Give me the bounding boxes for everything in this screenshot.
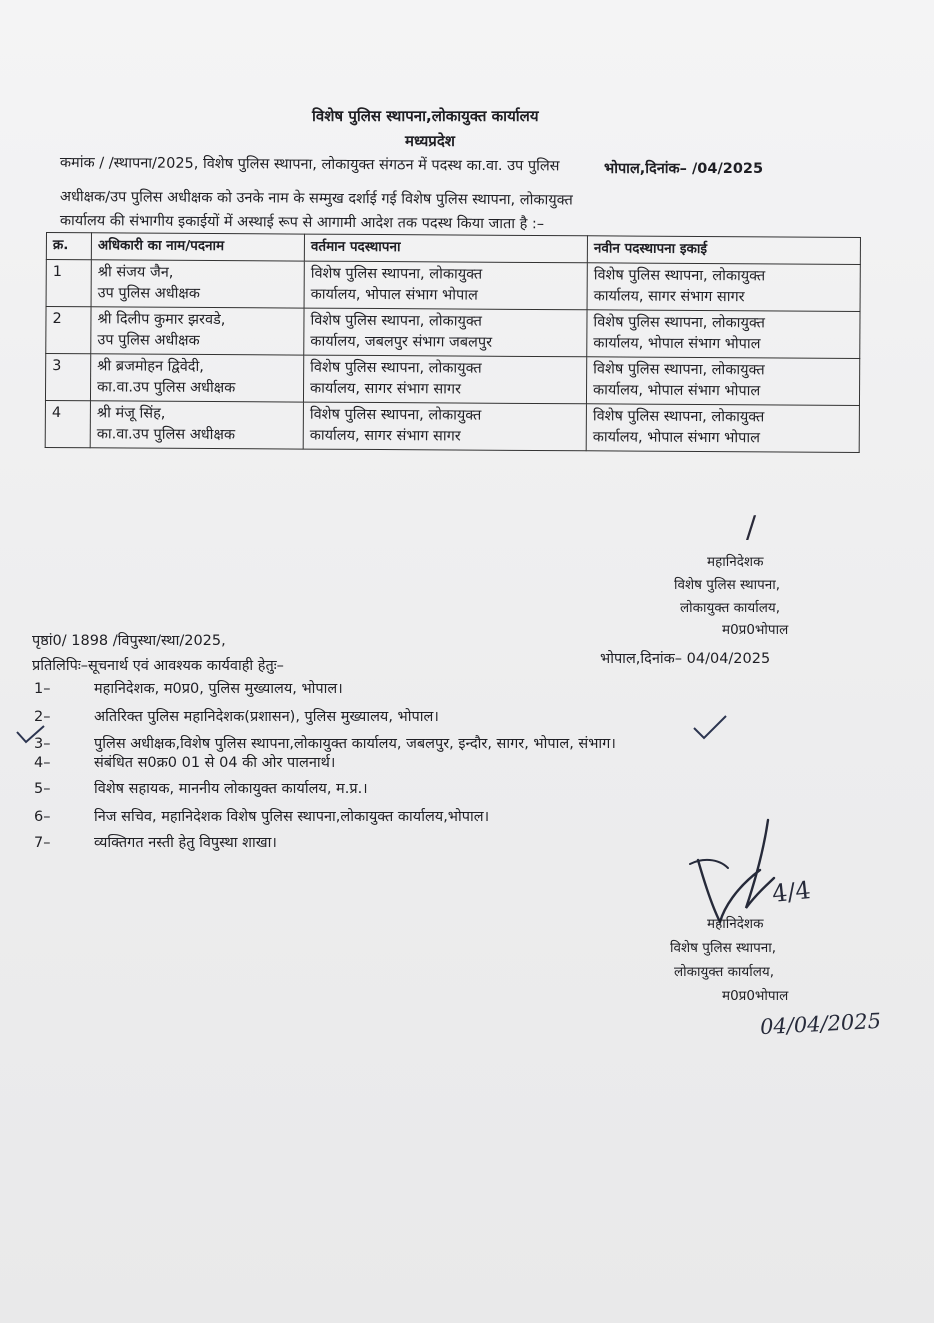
signatory-2-title: महानिदेशक: [707, 916, 764, 932]
officer-name: श्री दिलीप कुमार झरवडे,: [97, 310, 226, 328]
current-posting-cell: [304, 308, 587, 357]
list-number: 5–: [34, 781, 51, 797]
signature-mark: /: [746, 510, 757, 545]
signatory-1-title: महानिदेशक: [707, 554, 764, 570]
list-number: 4–: [34, 755, 51, 771]
new-posting-cell: [586, 403, 859, 452]
list-item: [34, 706, 439, 726]
new-posting-line: कार्यालय, भोपाल संभाग भोपाल: [593, 334, 761, 352]
copy-to-heading: प्रतिलिपिः–सूचनार्थ एवं आवश्यक कार्यवाही हेतुः–: [32, 658, 284, 674]
table-row: [46, 306, 860, 358]
list-text: महानिदेशक, म0प्र0, पुलिस मुख्यालय, भोपाल।: [94, 681, 343, 697]
list-text: निज सचिव, महानिदेशक विशेष पुलिस स्थापना,लोकायुक्त कार्यालय,भोपाल।: [94, 809, 490, 825]
serial-cell: 3: [45, 353, 90, 400]
checkmark-icon: [690, 712, 730, 742]
endorsement-place-date: भोपाल,दिनांक– 04/04/2025: [600, 651, 771, 667]
new-posting-line: विशेष पुलिस स्थापना, लोकायुक्त: [593, 313, 765, 331]
order-place-date: भोपाल,दिनांक– /04/2025: [604, 161, 764, 177]
current-posting-line: कार्यालय, भोपाल संभाग भोपाल: [310, 286, 478, 304]
serial-cell: 4: [45, 400, 90, 447]
signatory-1-line2: विशेष पुलिस स्थापना,: [674, 577, 781, 593]
header-current-posting: वर्तमान पदस्थापना: [304, 234, 587, 262]
officer-cell: [91, 306, 304, 354]
endorsement-reference: पृष्ठां0/ 1898 /विपुस्था/स्था/2025,: [32, 633, 226, 649]
list-text: संबंधित स0क्र0 01 से 04 की ओर पालनार्थ।: [94, 755, 336, 771]
new-posting-line: विशेष पुलिस स्थापना, लोकायुक्त: [592, 408, 765, 426]
checkmark-icon: [14, 722, 48, 746]
order-body-line-3: कार्यालय की संभागीय इकाईयों में अस्थाई रूप से आगामी आदेश तक पदस्थ किया जाता है :–: [59, 212, 545, 233]
current-posting-line: कार्यालय, सागर संभाग सागर: [310, 380, 462, 398]
posting-table: [45, 232, 861, 453]
header-serial: क्र.: [46, 233, 91, 260]
order-reference: कमांक / /स्थापना/2025, विशेष पुलिस स्थापना, लोकायुक्त संगठन में पदस्थ का.वा. उप पुलिस: [59, 154, 560, 175]
signatory-1-line4: म0प्र0भोपाल: [722, 622, 789, 638]
list-text: विशेष सहायक, माननीय लोकायुक्त कार्यालय, म.प्र.।: [94, 781, 368, 797]
officer-name: श्री संजय जैन,: [97, 263, 174, 281]
serial-cell: 1: [46, 259, 91, 306]
table-row: [46, 259, 860, 311]
officer-designation: का.वा.उप पुलिस अधीक्षक: [96, 425, 236, 443]
new-posting-line: विशेष पुलिस स्थापना, लोकायुक्त: [593, 360, 765, 379]
signatory-2-line3: लोकायुक्त कार्यालय,: [674, 964, 775, 980]
list-item: [34, 778, 368, 798]
new-posting-line: कार्यालय, सागर संभाग सागर: [593, 287, 745, 305]
list-text: पुलिस अधीक्षक,विशेष पुलिस स्थापना,लोकायुक्त कार्यालय, जबलपुर, इन्दौर, सागर, भोपाल, संभाग।: [94, 736, 616, 752]
current-posting-line: कार्यालय, सागर संभाग सागर: [309, 427, 461, 445]
current-posting-line: विशेष पुलिस स्थापना, लोकायुक्त: [309, 406, 482, 424]
list-number: 6–: [34, 809, 51, 825]
new-posting-cell: [587, 309, 860, 358]
list-item: [34, 752, 335, 772]
officer-designation: उप पुलिस अधीक्षक: [97, 284, 200, 302]
office-subtitle: मध्यप्रदेश: [405, 132, 456, 150]
new-posting-line: विशेष पुलिस स्थापना, लोकायुक्त: [593, 266, 766, 284]
list-item: [34, 806, 489, 826]
new-posting-cell: [586, 356, 859, 405]
list-item: [34, 832, 277, 852]
officer-name: श्री मंजू सिंह,: [96, 404, 166, 422]
current-posting-line: विशेष पुलिस स्थापना, लोकायुक्त: [310, 359, 482, 377]
signatory-1-line3: लोकायुक्त कार्यालय,: [680, 600, 781, 616]
current-posting-cell: [303, 355, 586, 404]
list-text: अतिरिक्त पुलिस महानिदेशक(प्रशासन), पुलिस मुख्यालय, भोपाल।: [94, 709, 439, 725]
office-title: विशेष पुलिस स्थापना,लोकायुक्त कार्यालय: [312, 107, 539, 125]
new-posting-line: कार्यालय, भोपाल संभाग भोपाल: [592, 381, 761, 400]
header-new-posting: नवीन पदस्थापना इकाई: [587, 236, 860, 264]
new-posting-line: कार्यालय, भोपाल संभाग भोपाल: [592, 429, 761, 447]
current-posting-line: विशेष पुलिस स्थापना, लोकायुक्त: [310, 312, 482, 330]
handwritten-date: 04/04/2025: [759, 1008, 882, 1040]
list-item: [34, 678, 343, 698]
list-number: 7–: [34, 835, 51, 851]
officer-name: श्री ब्रजमोहन द्विवेदी,: [97, 357, 204, 375]
current-posting-line: कार्यालय, जबलपुर संभाग जबलपुर: [310, 333, 493, 351]
signatory-2-line4: म0प्र0भोपाल: [722, 988, 789, 1004]
signatory-2-line2: विशेष पुलिस स्थापना,: [670, 940, 777, 956]
order-body-line-2: अधीक्षक/उप पुलिस अधीक्षक को उनके नाम के सम्मुख दर्शाई गई विशेष पुलिस स्थापना, लोकायुक्त: [59, 188, 573, 209]
handwritten-signature-icon: [684, 818, 804, 928]
officer-cell: [90, 353, 303, 401]
table-row: [45, 353, 859, 405]
new-posting-cell: [587, 262, 860, 311]
current-posting-line: विशेष पुलिस स्थापना, लोकायुक्त: [310, 265, 483, 283]
officer-designation: उप पुलिस अधीक्षक: [97, 331, 200, 349]
officer-cell: [90, 400, 303, 448]
serial-cell: 2: [46, 306, 91, 353]
current-posting-cell: [304, 261, 587, 310]
current-posting-cell: [303, 402, 586, 451]
officer-designation: का.वा.उप पुलिस अधीक्षक: [97, 378, 236, 396]
list-number: 2–: [34, 709, 51, 725]
list-number: 3–: [34, 736, 51, 752]
list-number: 1–: [34, 681, 51, 697]
header-officer-name: अधिकारी का नाम/पदनाम: [91, 233, 304, 261]
list-item: [34, 733, 616, 753]
officer-cell: [91, 259, 304, 307]
handwritten-initial-date: 4/4: [770, 876, 812, 908]
list-text: व्यक्तिगत नस्ती हेतु विपुस्था शाखा।: [94, 835, 277, 851]
table-row: [45, 400, 859, 452]
